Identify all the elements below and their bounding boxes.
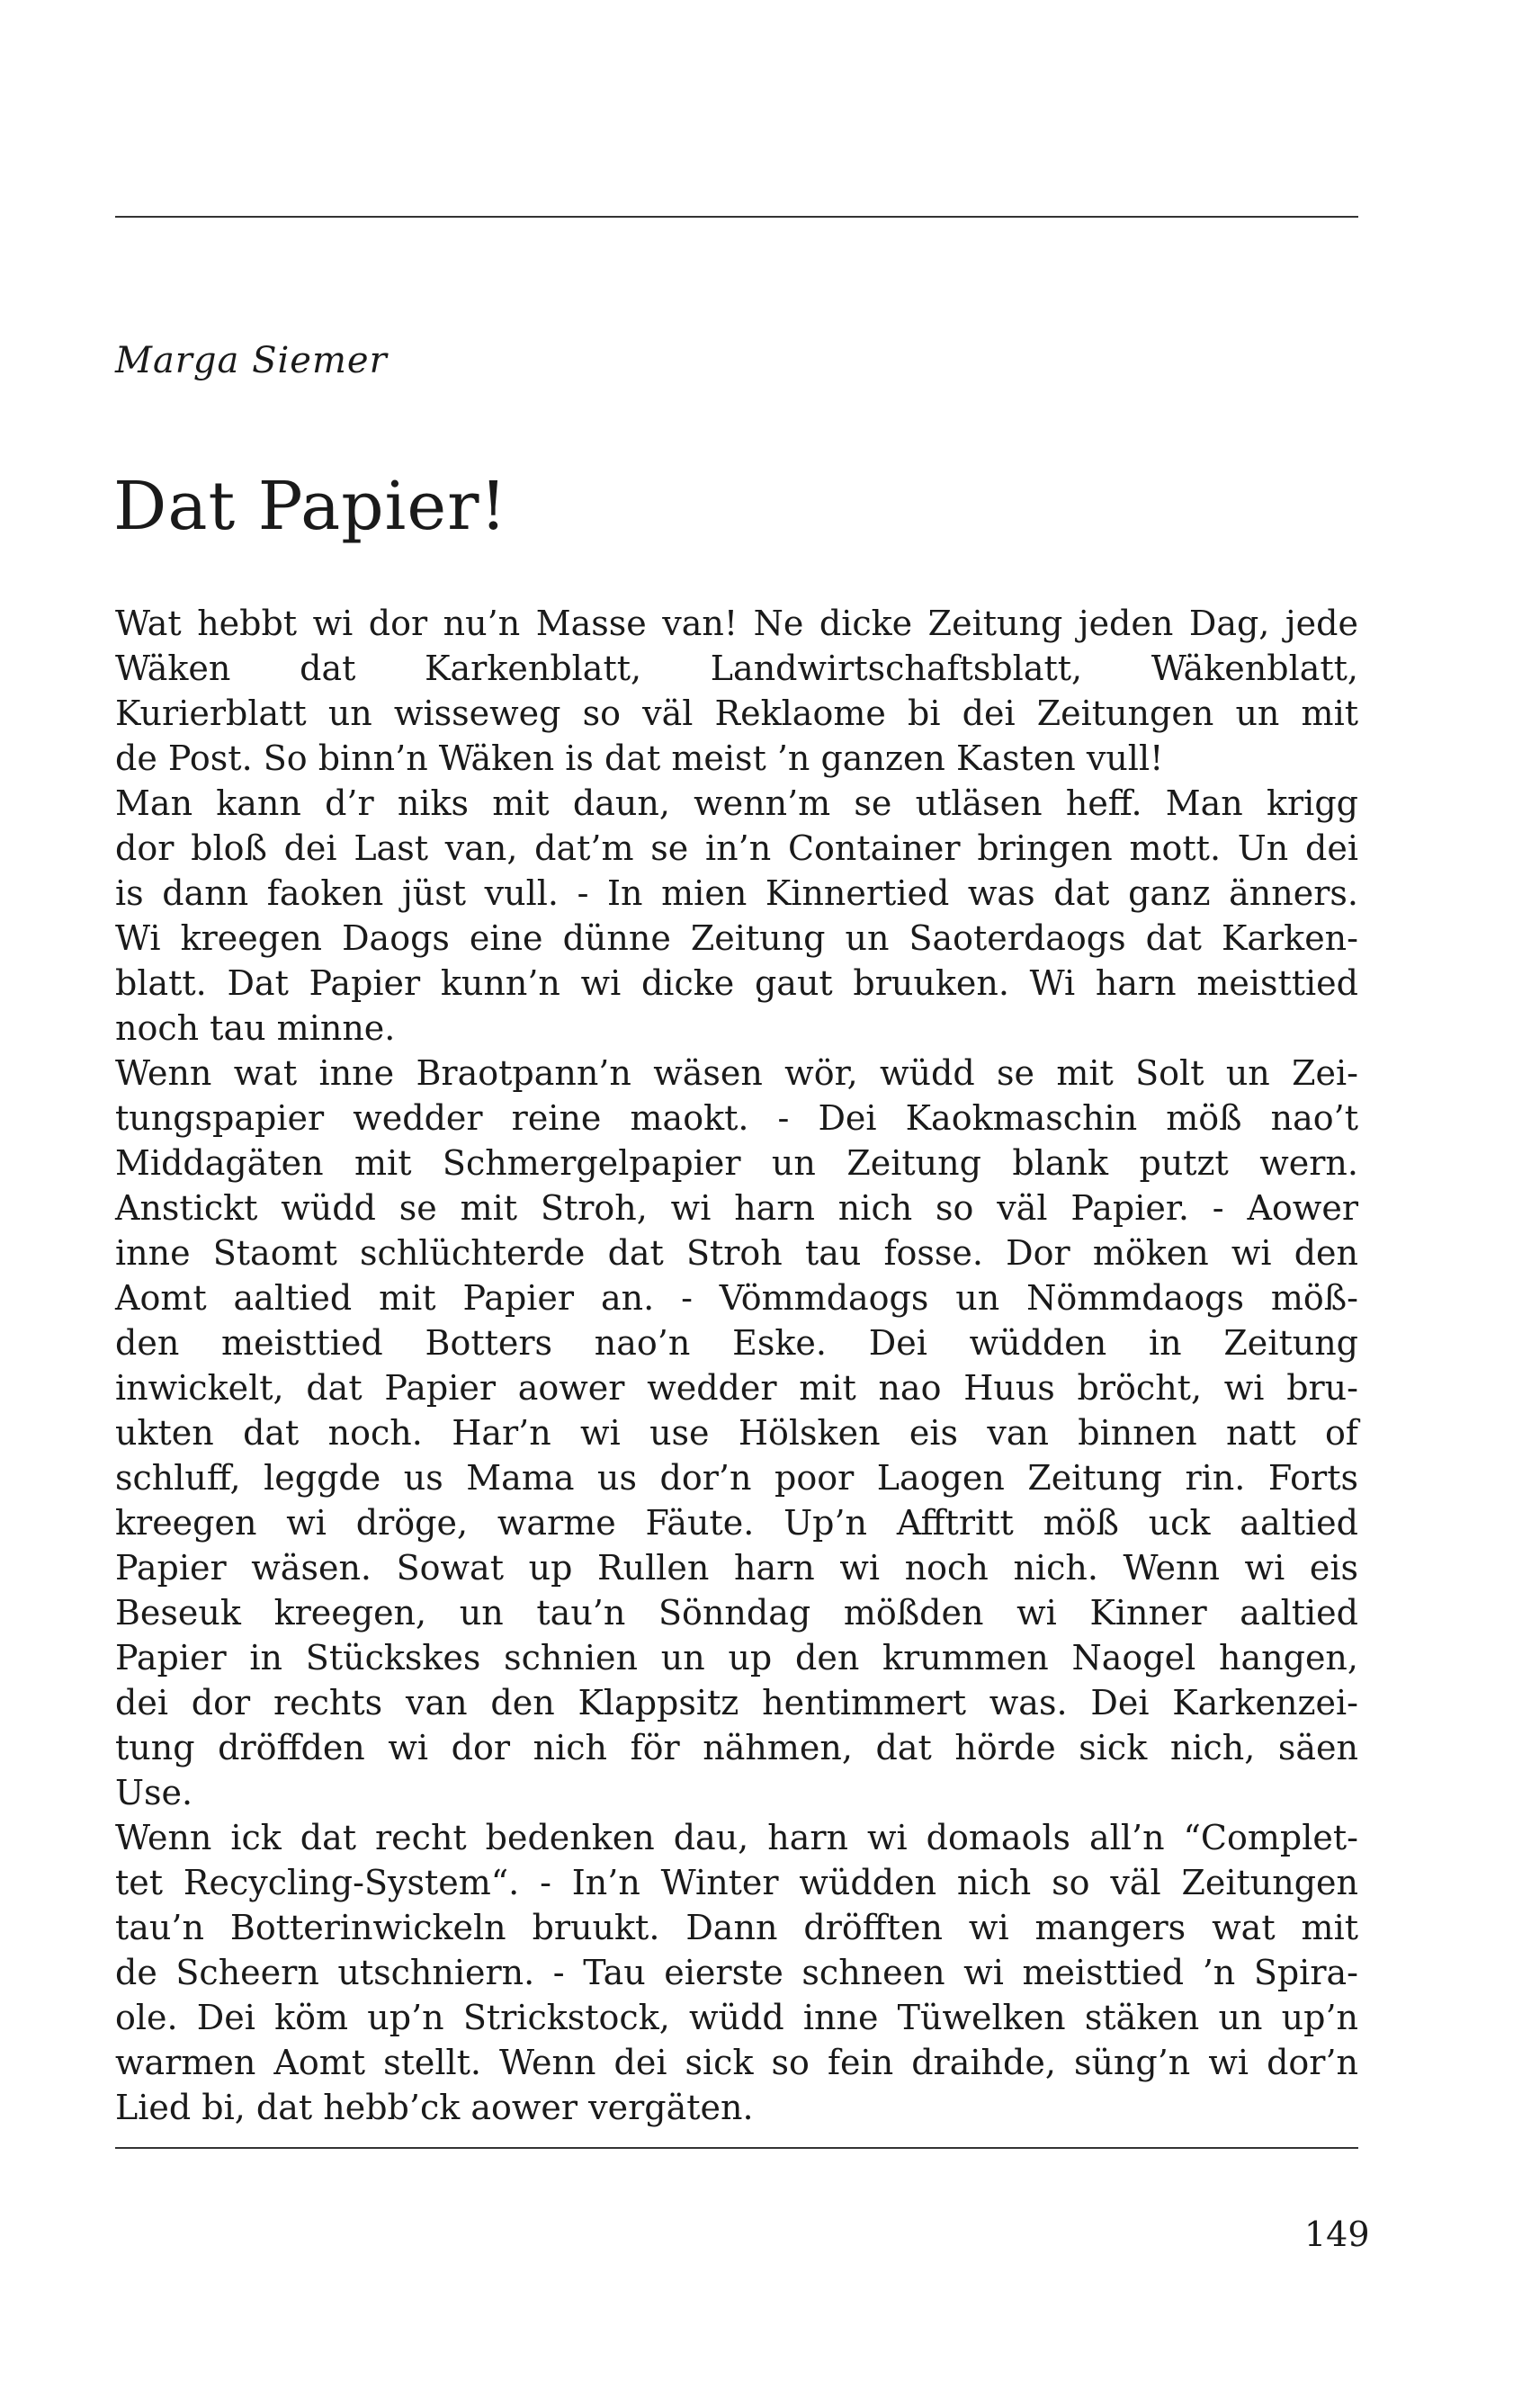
text-line: Beseuk kreegen, un tau’n Sönndag mößden wi Kinner aaltied bbox=[115, 1593, 1358, 1633]
text-line: warmen Aomt stellt. Wenn dei sick so fein draihde, süng’n wi dor’n bbox=[115, 2043, 1358, 2082]
text-line: tet Recycling-System“. - In’n Winter wüdden nich so väl Zeitungen bbox=[115, 1863, 1358, 1902]
text-line: Anstickt wüdd se mit Stroh, wi harn nich so väl Papier. - Aower bbox=[115, 1188, 1358, 1228]
text-line: kreegen wi dröge, warme Fäute. Up’n Afftritt möß uck aaltied bbox=[115, 1503, 1358, 1543]
text-line: tungspapier wedder reine maokt. - Dei Kaokmaschin möß nao’t bbox=[115, 1098, 1358, 1138]
text-line: Middagäten mit Schmergelpapier un Zeitung blank putzt wern. bbox=[115, 1143, 1358, 1183]
text-line: ole. Dei köm up’n Strickstock, wüdd inne Tüwelken stäken un up’n bbox=[115, 1998, 1358, 2037]
article-title: Dat Papier! bbox=[113, 468, 508, 545]
bottom-rule bbox=[115, 2147, 1358, 2149]
text-line: tung dröffden wi dor nich för nähmen, dat hörde sick nich, säen bbox=[115, 1728, 1358, 1767]
text-line: inwickelt, dat Papier aower wedder mit nao Huus bröcht, wi bru- bbox=[115, 1368, 1358, 1408]
text-line: Papier wäsen. Sowat up Rullen harn wi noch nich. Wenn wi eis bbox=[115, 1548, 1358, 1588]
page-number: 149 bbox=[1304, 2215, 1370, 2254]
text-line: Wi kreegen Daogs eine dünne Zeitung un Saoterdaogs dat Karken- bbox=[115, 918, 1358, 958]
text-line: de Post. So binn’n Wäken is dat meist ’n ganzen Kasten vull! bbox=[115, 738, 1164, 778]
text-line: is dann faoken jüst vull. - In mien Kinnertied was dat ganz änners. bbox=[115, 873, 1358, 913]
text-line: inne Staomt schlüchterde dat Stroh tau fosse. Dor möken wi den bbox=[115, 1233, 1358, 1273]
text-line: ukten dat noch. Har’n wi use Hölsken eis van binnen natt of bbox=[115, 1413, 1358, 1453]
text-line: de Scheern utschniern. - Tau eierste schneen wi meisttied ’n Spira- bbox=[115, 1953, 1358, 1992]
text-line: Papier in Stückskes schnien un up den krummen Naogel hangen, bbox=[115, 1638, 1358, 1678]
text-line: den meisttied Botters nao’n Eske. Dei wüdden in Zeitung bbox=[115, 1323, 1358, 1363]
author-name: Marga Siemer bbox=[115, 340, 388, 381]
text-line: dor bloß dei Last van, dat’m se in’n Container bringen mott. Un dei bbox=[115, 828, 1358, 868]
text-line: Use. bbox=[115, 1773, 193, 1812]
text-line: Wenn wat inne Braotpann’n wäsen wör, wüdd se mit Solt un Zei- bbox=[115, 1053, 1358, 1093]
text-line: Kurierblatt un wisseweg so väl Reklaome bi dei Zeitungen un mit bbox=[115, 693, 1358, 733]
text-line: Aomt aaltied mit Papier an. - Vömmdaogs un Nömmdaogs möß- bbox=[115, 1278, 1358, 1318]
text-line: Man kann d’r niks mit daun, wenn’m se utläsen heff. Man krigg bbox=[115, 783, 1358, 823]
text-line: schluff, leggde us Mama us dor’n poor Laogen Zeitung rin. Forts bbox=[115, 1458, 1358, 1498]
top-rule bbox=[115, 216, 1358, 218]
text-line: dei dor rechts van den Klappsitz hentimmert was. Dei Karkenzei- bbox=[115, 1683, 1358, 1722]
text-line: tau’n Botterinwickeln bruukt. Dann dröfften wi mangers wat mit bbox=[115, 1908, 1358, 1947]
article-body bbox=[115, 601, 1358, 2130]
text-line: blatt. Dat Papier kunn’n wi dicke gaut bruuken. Wi harn meisttied bbox=[115, 963, 1358, 1003]
text-line: Wäken dat Karkenblatt, Landwirtschaftsblatt, Wäkenblatt, bbox=[115, 649, 1358, 688]
text-line: Lied bi, dat hebb’ck aower vergäten. bbox=[115, 2088, 754, 2127]
text-line: noch tau minne. bbox=[115, 1008, 396, 1048]
text-line: Wenn ick dat recht bedenken dau, harn wi domaols all’n “Complet- bbox=[115, 1818, 1358, 1857]
text-line: Wat hebbt wi dor nu’n Masse van! Ne dicke Zeitung jeden Dag, jede bbox=[115, 604, 1358, 643]
